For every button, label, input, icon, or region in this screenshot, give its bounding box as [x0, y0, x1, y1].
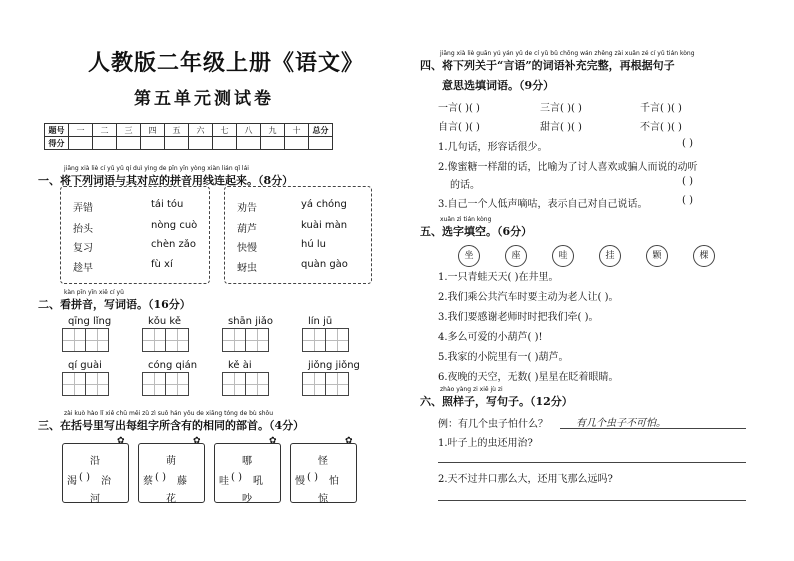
match-word[interactable]: 劝告 [237, 203, 257, 214]
match-pinyin[interactable]: nòng cuò [151, 220, 198, 231]
score-header-cell: 一 [69, 124, 93, 137]
grid-pinyin: kǒu kě [148, 316, 182, 327]
radical-char: 吵 [242, 494, 252, 505]
fill-blank[interactable]: 三言( )( ) [540, 103, 582, 114]
grid-cell[interactable] [245, 328, 269, 352]
radical-char: 怪 [318, 456, 328, 467]
score-header-cell: 六 [189, 124, 213, 137]
radical-blank[interactable]: ( ) [79, 472, 90, 483]
char-option[interactable]: 棵 [693, 245, 715, 267]
match-box-2 [224, 186, 372, 284]
match-pinyin[interactable]: fù xí [151, 259, 173, 270]
bug-icon: ✿ [345, 436, 353, 446]
char-option[interactable]: 颗 [646, 245, 668, 267]
fill-question[interactable]: 3.我们要感谢老师时时把我们牵( )。 [438, 312, 599, 323]
match-pinyin[interactable]: kuài màn [301, 220, 348, 231]
radical-char: 治 [101, 476, 111, 487]
radical-blank[interactable]: ( ) [231, 472, 242, 483]
grid-cell[interactable] [85, 328, 109, 352]
score-header-cell: 八 [237, 124, 261, 137]
grid-pinyin: lín jū [308, 316, 333, 327]
answer-line[interactable] [438, 462, 746, 463]
radical-card [138, 436, 205, 505]
question-text: 1.几句话，形容话很少。 [438, 142, 548, 153]
radical-blank[interactable]: ( ) [155, 472, 166, 483]
grid-pinyin: kě ài [228, 360, 252, 371]
section-1-title: jiāng xià liè cí yǔ yǔ qí duì yìng de pīn yīn yòng xiàn lián qǐ lái 一、将下列词语与其对应的拼音用线连起来。（8分） [38, 165, 294, 187]
radical-card [62, 436, 129, 505]
example-answer: 有几个虫子不可怕。 [576, 418, 666, 429]
fill-question[interactable]: 5.我家的小院里有一( )葫芦。 [438, 352, 569, 363]
section-4-title: jiāng xià liè guān yú yán yǔ de cí yǔ bǔ chōng wán zhěng zài xuǎn zé cí yǔ tián kòng 四、将下列关于“言语”的词语补充完整，再根据句子 [420, 50, 695, 72]
grid-cell[interactable] [302, 328, 326, 352]
match-word[interactable]: 快慢 [237, 243, 257, 254]
fill-blank[interactable]: 甜言( )( ) [540, 122, 582, 133]
match-pinyin[interactable]: quàn gào [301, 259, 348, 270]
score-input-cell[interactable] [237, 137, 261, 150]
fill-blank[interactable]: 千言( )( ) [640, 103, 682, 114]
match-pinyin[interactable]: hú lu [301, 239, 326, 250]
writing-grid [62, 360, 109, 396]
score-header-cell: 四 [141, 124, 165, 137]
score-input-cell[interactable] [165, 137, 189, 150]
answer-paren[interactable]: ( ) [682, 195, 693, 206]
score-header-cell: 三 [117, 124, 141, 137]
char-option[interactable]: 挂 [599, 245, 621, 267]
question-text: 1.叶子上的虫还用治? [438, 438, 533, 449]
writing-grid [142, 360, 198, 396]
question-text: 2.像蜜糖一样甜的话，比喻为了讨人喜欢或骗人而说的动听 [438, 162, 698, 173]
writing-grid [222, 316, 273, 352]
section-4-title-line2: 意思选填词语。（9分） [442, 79, 555, 92]
char-option[interactable]: 哇 [552, 245, 574, 267]
grid-cell[interactable] [62, 328, 86, 352]
grid-cell[interactable] [85, 372, 109, 396]
char-option[interactable]: 座 [505, 245, 527, 267]
fill-question[interactable]: 4.多么可爱的小葫芦( )! [438, 332, 543, 343]
page-title: 人教版二年级上册《语文》 [88, 50, 365, 76]
writing-grid [222, 360, 269, 396]
grid-cell[interactable] [62, 372, 86, 396]
radical-char: 哪 [242, 456, 252, 467]
radical-char: 河 [90, 494, 100, 505]
radical-blank[interactable]: ( ) [307, 472, 318, 483]
radical-card [290, 436, 357, 505]
match-word[interactable]: 蚜虫 [237, 263, 257, 274]
writing-grid [62, 316, 112, 352]
writing-grid [302, 360, 360, 396]
radical-char: 藤 [177, 476, 187, 487]
example-underline [560, 428, 746, 429]
grid-cell[interactable] [222, 372, 246, 396]
grid-cell[interactable] [325, 328, 349, 352]
radical-char: 蔡 [143, 476, 153, 487]
match-word[interactable]: 弄错 [73, 203, 93, 214]
score-header-cell: 九 [261, 124, 285, 137]
score-input-cell[interactable] [117, 137, 141, 150]
bug-icon: ✿ [193, 436, 201, 446]
radical-char: 渴 [67, 476, 77, 487]
radical-char: 萌 [166, 456, 176, 467]
fill-blank[interactable]: 自言( )( ) [438, 122, 480, 133]
question-text: 2.天不过井口那么大，还用飞那么远吗? [438, 474, 613, 485]
match-pinyin[interactable]: yá chóng [301, 199, 347, 210]
radical-char: 花 [166, 494, 176, 505]
answer-paren[interactable]: ( ) [682, 138, 693, 149]
score-input-cell[interactable] [213, 137, 237, 150]
radical-char: 慢 [295, 476, 305, 487]
question-text: 的话。 [450, 180, 480, 191]
bug-icon: ✿ [269, 436, 277, 446]
grid-pinyin: qīng lǐng [68, 316, 112, 327]
grid-pinyin: cóng qián [148, 360, 198, 371]
fill-question[interactable]: 1.一只青蛙天天( )在井里。 [438, 272, 559, 283]
radical-card [214, 436, 281, 505]
match-word[interactable]: 葫芦 [237, 224, 257, 235]
char-option[interactable]: 坐 [458, 245, 480, 267]
score-header-cell: 七 [213, 124, 237, 137]
question-text: 3.自己一个人低声嘀咕，表示自己对自己说话。 [438, 199, 648, 210]
section-3-pinyin: zài kuò hào lǐ xiě chū měi zǔ zì suǒ hán yǒu de xiāng tóng de bù shǒu [64, 410, 274, 417]
score-input-cell[interactable] [141, 137, 165, 150]
score-header-cell: 二 [93, 124, 117, 137]
score-header-cell: 十 [285, 124, 309, 137]
score-input-cell[interactable] [285, 137, 309, 150]
fill-question[interactable]: 2.我们乘公共汽车时要主动为老人让( )。 [438, 292, 619, 303]
page-subtitle: 第五单元测试卷 [134, 89, 274, 109]
radical-char: 哇 [219, 476, 229, 487]
match-box-1 [60, 186, 210, 284]
radical-char: 惊 [318, 494, 328, 505]
section-2-title: kàn pīn yīn xiě cí yǔ 二、看拼音，写词语。（16分） [38, 289, 191, 311]
bug-icon: ✿ [117, 436, 125, 446]
section-5-title: xuǎn zì tián kòng 五、选字填空。（6分） [420, 216, 533, 238]
radical-char: 沿 [90, 456, 100, 467]
score-table [44, 123, 333, 150]
fill-question[interactable]: 6.夜晚的天空，无数( )星星在眨着眼睛。 [438, 372, 619, 383]
writing-grid [142, 316, 189, 352]
section-6-pinyin: zhào yàng zi xiě jù zi [440, 386, 503, 393]
score-input-cell[interactable] [309, 137, 333, 150]
fill-blank[interactable]: 不言( )( ) [640, 122, 682, 133]
grid-cell[interactable] [302, 372, 326, 396]
grid-cell[interactable] [325, 372, 349, 396]
writing-grid [302, 316, 349, 352]
grid-cell[interactable] [245, 372, 269, 396]
section-1-pinyin: jiāng xià liè cí yǔ yǔ qí duì yìng de pīn yīn yòng xiàn lián qǐ lái [64, 165, 249, 172]
section-4-pinyin: jiāng xià liè guān yú yán yǔ de cí yǔ bǔ chōng wán zhěng zài xuǎn zé cí yǔ tián kòng [440, 50, 695, 57]
grid-cell[interactable] [142, 372, 166, 396]
match-pinyin[interactable]: chèn zǎo [151, 239, 196, 250]
grid-pinyin: qí guài [68, 360, 102, 371]
grid-cell[interactable] [165, 328, 189, 352]
section-2-pinyin: kàn pīn yīn xiě cí yǔ [64, 289, 124, 296]
grid-cell[interactable] [165, 372, 189, 396]
radical-char: 吼 [253, 476, 263, 487]
answer-line[interactable] [438, 500, 746, 501]
section-6-title: zhào yàng zi xiě jù zi 六、照样子，写句子。（12分） [420, 386, 573, 408]
match-word[interactable]: 抬头 [73, 224, 93, 235]
section-5-pinyin: xuǎn zì tián kòng [440, 216, 492, 223]
score-header-cell: 总分 [309, 124, 333, 137]
example-label: 例：有几个虫子怕什么？ [438, 419, 548, 430]
section-3-title: zài kuò hào lǐ xiě chū měi zǔ zì suǒ hán yǒu de xiāng tóng de bù shǒu 三、在括号里写出每组字所含有的相同的部首。（4分） [38, 410, 305, 432]
match-pinyin[interactable]: tái tóu [151, 199, 184, 210]
score-input-cell[interactable] [69, 137, 93, 150]
grid-cell[interactable] [142, 328, 166, 352]
score-input-cell[interactable] [261, 137, 285, 150]
grid-pinyin: shān jiǎo [228, 316, 273, 327]
score-input-cell[interactable] [93, 137, 117, 150]
radical-char: 怕 [329, 476, 339, 487]
match-word[interactable]: 趁早 [73, 263, 93, 274]
fill-blank[interactable]: 一言( )( ) [438, 103, 480, 114]
score-header-cell: 题号 [45, 124, 69, 137]
match-word[interactable]: 复习 [73, 243, 93, 254]
grid-cell[interactable] [222, 328, 246, 352]
grid-pinyin: jiǒng jiǒng [308, 360, 360, 371]
answer-paren[interactable]: ( ) [682, 176, 693, 187]
score-input-cell[interactable] [189, 137, 213, 150]
score-label-cell: 得分 [45, 137, 69, 150]
score-header-cell: 五 [165, 124, 189, 137]
